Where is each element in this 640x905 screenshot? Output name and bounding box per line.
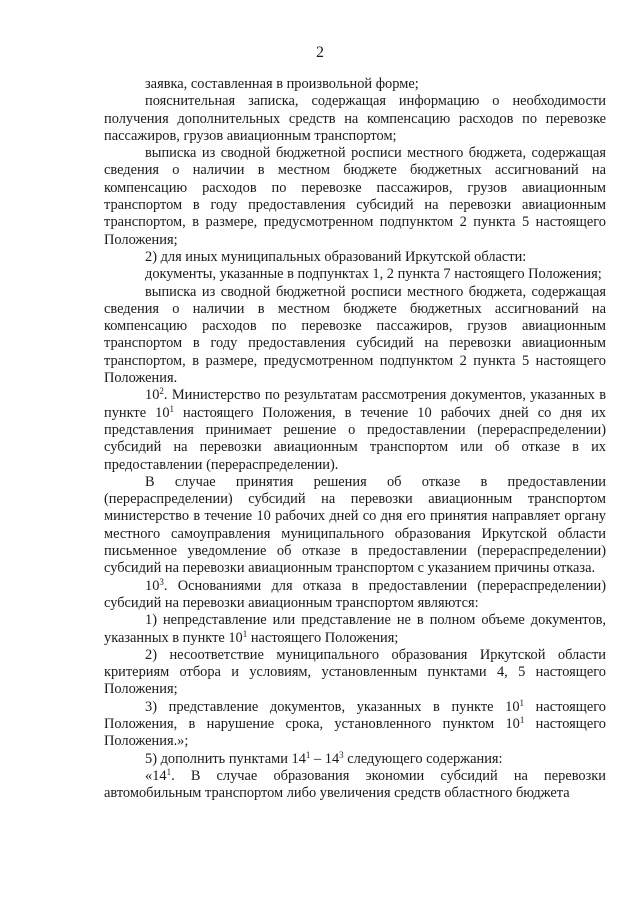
paragraph: заявка, составленная в произвольной форме; — [145, 76, 419, 92]
superscript-index: 1 — [166, 766, 172, 777]
paragraph: выписка из сводной бюджетной росписи местного бюджета, содержащая сведения о наличии в местном бюджете бюджетных ассигнований на компенсацию расходов по перевозке пассажиров, грузов авиационным транспортом в году предоставления субсидий на перевозки авиационным транспортом, в размере, предусмотренном подпунктом 2 пункта 5 настоящего Положения. — [104, 283, 606, 387]
superscript-index: 1 — [519, 697, 525, 708]
document-body — [104, 76, 606, 802]
paragraph — [104, 387, 606, 473]
superscript-index: 2 — [159, 386, 164, 397]
paragraph: документы, указанные в подпунктах 1, 2 пункта 7 настоящего Положения; — [145, 266, 602, 283]
paragraph: В случае принятия решения об отказе в предоставлении (перераспределении) субсидий на перевозки авиационным транспортом министерство в течение 10 рабочих дней со дня его принятия направляет органу местного самоуправления муниципального образования Иркутской области письменное уведомление об отказе в предоставлении (перераспределении) субсидий на перевозки авиационным транспортом с указанием причины отказа. — [104, 473, 606, 577]
paragraph-text: . Основаниями для отказа в предоставлении (перераспределении) субсидий на перевозки авиационным транспортом являются: — [104, 577, 606, 611]
superscript-index: 1 — [242, 628, 248, 639]
paragraph-text: настоящего Положения, в течение 10 рабочих дней со дня их представления принимает решение о предоставлении (перераспределении) субсидий на перевозки авиационным транспортом или об отказе в их предоставлении (перераспределении). — [104, 404, 606, 473]
paragraph — [104, 768, 606, 803]
paragraph-text: «14 — [145, 767, 167, 784]
superscript-index: 1 — [169, 403, 175, 414]
paragraph-text: . Министерство по результатам рассмотрения документов, указанных в пункте 10 — [104, 387, 606, 421]
paragraph: 2) несоответствие муниципального образования Иркутской области критериям отбора и условиям, установленным пунктами 4, 5 настоящего Положения; — [104, 646, 606, 698]
paragraph-text: 3) представление документов, указанных в пункте 10 — [145, 698, 520, 715]
superscript-index: 3 — [339, 749, 344, 760]
paragraph-text: 10 — [145, 577, 160, 594]
superscript-index: 3 — [159, 576, 164, 587]
paragraph-text: 1) непредставление или представление не в полном объеме документов, указанных в пункте 10 — [104, 612, 606, 646]
paragraph — [104, 612, 606, 647]
paragraph: 2) для иных муниципальных образований Иркутской области: — [145, 248, 527, 265]
paragraph-text: 5) дополнить пунктами 14 — [145, 750, 306, 767]
page-number: 2 — [316, 44, 324, 61]
paragraph-text: следующего содержания: — [343, 750, 503, 767]
paragraph: пояснительная записка, содержащая информацию о необходимости получения дополнительных средств на компенсацию расходов по перевозке пассажиров, грузов авиационным транспортом; — [104, 93, 606, 144]
paragraph-text: – 14 — [310, 750, 340, 767]
paragraph-text: настоящего Положения.»; — [104, 715, 607, 750]
superscript-index: 1 — [519, 714, 525, 725]
paragraph-text: 10 — [145, 387, 160, 404]
paragraph — [104, 751, 606, 768]
paragraph-text: . В случае образования экономии субсидий на перевозки автомобильным транспортом либо увеличения средств областного бюджета — [104, 767, 606, 802]
paragraph — [104, 699, 606, 751]
paragraph: выписка из сводной бюджетной росписи местного бюджета, содержащая сведения о наличии в местном бюджете бюджетных ассигнований на компенсацию расходов по перевозке пассажиров, грузов авиационным транспортом в году предоставления субсидий на перевозки авиационным транспортом, в размере, предусмотренном подпунктом 2 пункта 5 настоящего Положения; — [104, 145, 606, 248]
paragraph-text: настоящего Положения; — [247, 629, 399, 646]
superscript-index: 1 — [305, 749, 311, 760]
paragraph — [104, 578, 606, 613]
paragraph-text: настоящего Положения, в нарушение срока, установленного пунктом 10 — [104, 698, 607, 732]
